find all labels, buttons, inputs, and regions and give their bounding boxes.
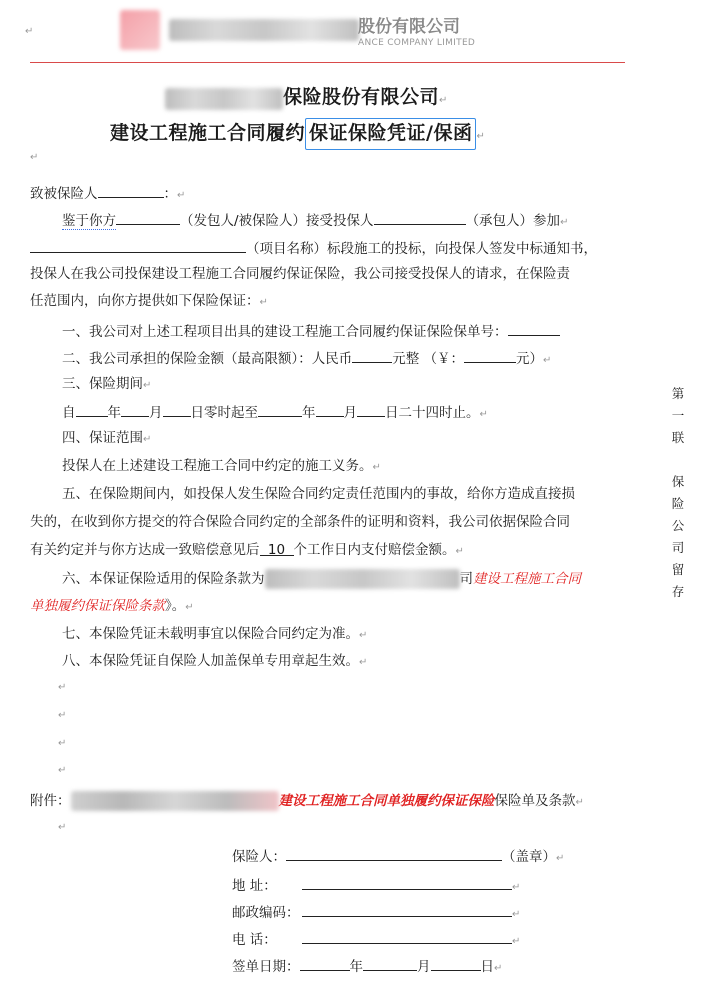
item-4: 四、保证范围↵ [62, 430, 152, 446]
attachment-line: 附件： 建设工程施工合同单独履约保证保险保险单及条款↵ [30, 793, 584, 809]
side-char: 一 [671, 408, 685, 423]
item-3: 三、保险期间↵ [62, 376, 152, 392]
side-char: 保 [671, 474, 685, 489]
title-row-1: 保险股份有限公司↵ [165, 82, 447, 110]
para1-line4: 任范围内，向你方提供如下保险保证：↵ [30, 293, 268, 309]
header-company-en: ANCE COMPANY LIMITED [358, 38, 476, 48]
side-char: 留 [671, 562, 685, 577]
company-logo-redacted [120, 10, 160, 50]
para-mark: ↵ [58, 822, 67, 833]
side-char: 公 [671, 518, 685, 533]
title-company-redacted [165, 88, 283, 110]
item-4-text: 投保人在上述建设工程施工合同中约定的施工义务。↵ [62, 458, 381, 474]
para1-line3: 投保人在我公司投保建设工程施工合同履约保证保险，我公司接受投保人的请求，在保险责 [30, 266, 570, 282]
phone-row: 电 话： ↵ [232, 929, 520, 951]
period-line: 自 年 月 日零时起至 年 月 日二十四时止。↵ [62, 402, 488, 424]
side-char: 第 [671, 386, 685, 401]
item-2: 二、我公司承担的保险金额（最高限额）：人民币 元整 （￥： 元）↵ [62, 348, 551, 370]
header-company-cn: 股份有限公司 [358, 17, 460, 37]
title-company-suffix: 保险股份有限公司 [283, 86, 440, 108]
side-char: 司 [671, 540, 685, 555]
attachment-company-redacted [71, 791, 279, 811]
address-row: 地 址： ↵ [232, 875, 520, 897]
date-row: 签单日期： 年 月 日↵ [232, 956, 502, 978]
corner-mark-left: ↵ [25, 26, 34, 37]
header-rule [30, 62, 625, 63]
item-6-line1: 六、本保证保险适用的保险条款为 司建设工程施工合同 [62, 571, 581, 587]
title-main: 建设工程施工合同履约 [110, 122, 306, 144]
insurer-row: 保险人： （盖章）↵ [232, 846, 564, 868]
company-name-redacted [169, 19, 359, 41]
item-7: 七、本保险凭证未载明事宜以保险合同约定为准。↵ [62, 626, 368, 642]
item-5-line2: 失的，在收到你方提交的符合保险合同约定的全部条件的证明和资料，我公司依据保险合同 [30, 514, 570, 530]
side-char: 存 [671, 584, 685, 599]
header-logo-blur [120, 10, 359, 50]
side-char: 险 [671, 496, 685, 511]
para-mark: ↵ [58, 738, 67, 749]
para-mark: ↵ [58, 710, 67, 721]
claim-days: 10 [260, 541, 294, 556]
title-selected-text[interactable]: 保证保险凭证/保函 [305, 118, 476, 150]
clause-company-redacted [265, 569, 460, 589]
para1-line1: 鉴于你方 （发包人/被保险人）接受投保人 （承包人）参加↵ [62, 210, 568, 232]
para-mark: ↵ [30, 152, 39, 163]
item-6-line2: 单独履约保证保险条款》。↵ [30, 598, 194, 614]
postcode-row: 邮政编码： ↵ [232, 902, 520, 924]
item-5-line1: 五、在保险期间内，如投保人发生保险合同约定责任范围内的事故，给你方造成直接损 [62, 486, 575, 502]
para1-line2: （项目名称）标段施工的投标，向投保人签发中标通知书， [30, 238, 597, 258]
greeting: 致被保险人 ：↵ [30, 183, 185, 205]
para-mark: ↵ [58, 682, 67, 693]
item-1: 一、我公司对上述工程项目出具的建设工程施工合同履约保证保险保单号： [62, 321, 560, 341]
side-char: 联 [671, 430, 685, 445]
para-mark: ↵ [58, 765, 67, 776]
item-5-line3: 有关约定并与你方达成一致赔偿意见后 10 个工作日内支付赔偿金额。↵ [30, 542, 464, 558]
item-8: 八、本保险凭证自保险人加盖保单专用章起生效。↵ [62, 653, 368, 669]
title-row-2: 建设工程施工合同履约 保证保险凭证/保函 ↵ [110, 118, 485, 145]
